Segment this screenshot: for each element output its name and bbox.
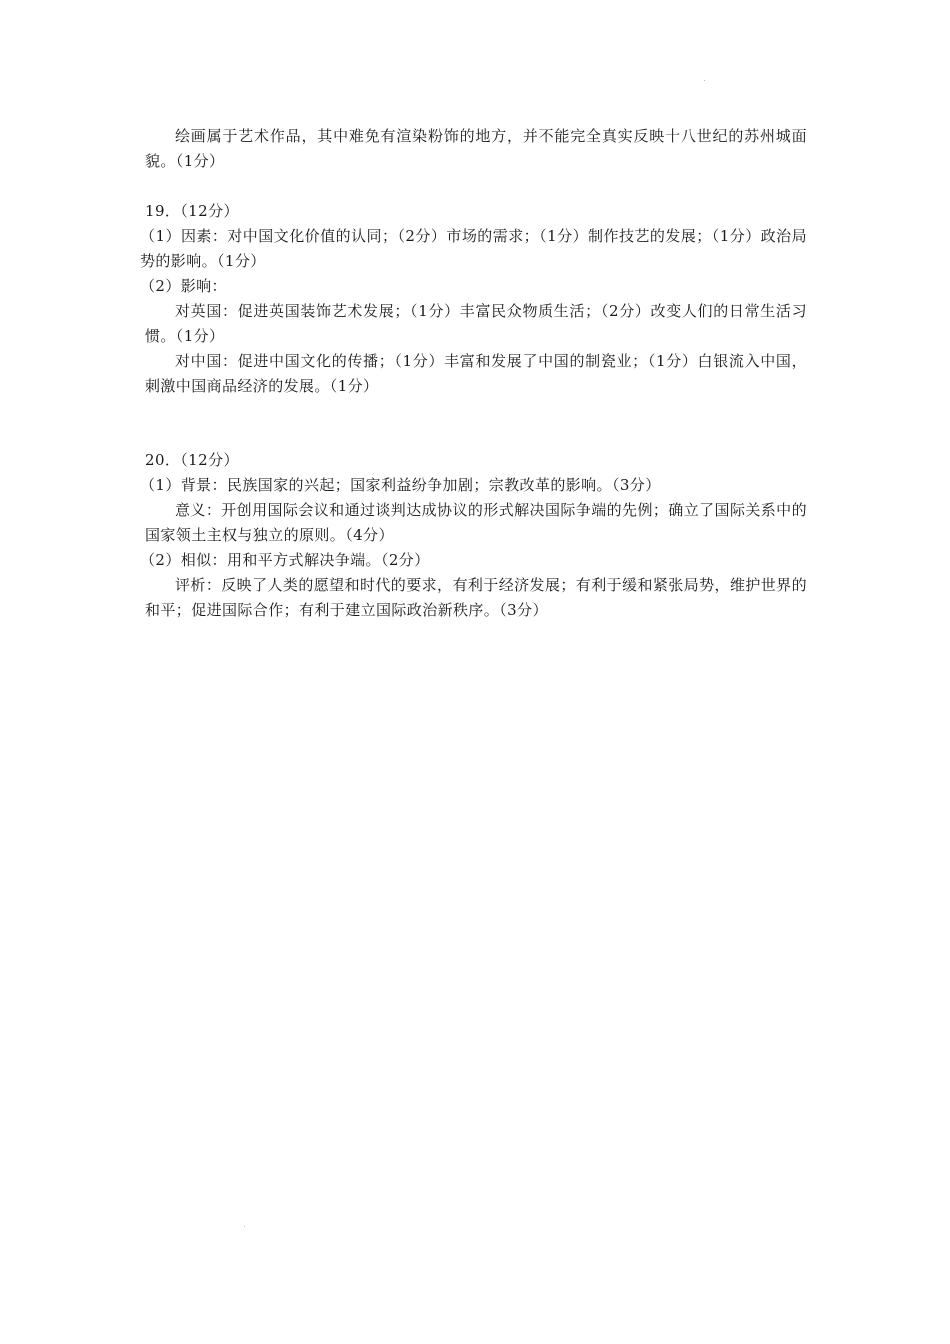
page-speck-bottom [244,1226,245,1227]
question-19-impact-uk: 对英国：促进英国装饰艺术发展；（1分）丰富民众物质生活；（2分）改变人们的日常生活习惯。（1分） [145,302,807,345]
page-speck-top [704,80,705,81]
question-19-impact-china: 对中国：促进中国文化的传播；（1分）丰富和发展了中国的制瓷业；（1分）白银流入中国，刺激中国商品经济的发展。（1分） [145,352,807,395]
question-20-meaning: 意义：开创用国际会议和通过谈判达成协议的形式解决国际争端的先例；确立了国际关系中的国家领土主权与独立的原则。（4分） [145,501,807,544]
question-20-evaluation: 评析：反映了人类的愿望和时代的要求，有利于经济发展；有利于缓和紧张局势，维护世界的和平；促进国际合作；有利于建立国际政治新秩序。（3分） [145,576,807,619]
intro-paragraph: 绘画属于艺术作品，其中难免有渲染粉饰的地方，并不能完全真实反映十八世纪的苏州城面貌。（1分） [145,127,807,170]
question-20-part-1: （1）背景：民族国家的兴起；国家利益纷争加剧；宗教改革的影响。（3分） [140,476,661,494]
question-19-part-2-label: （2）影响： [140,277,227,295]
question-20-part-2: （2）相似：用和平方式解决争端。（2分） [140,551,430,569]
question-20-section [140,448,807,623]
intro-section [145,124,807,174]
question-19-part-1: （1）因素：对中国文化价值的认同；（2分）市场的需求；（1分）制作技艺的发展；（1分）政治局势的影响。（1分） [140,227,807,270]
question-19-section [140,199,807,399]
question-20-heading: 20．（12分） [145,451,239,469]
question-19-heading: 19．（12分） [145,202,239,220]
